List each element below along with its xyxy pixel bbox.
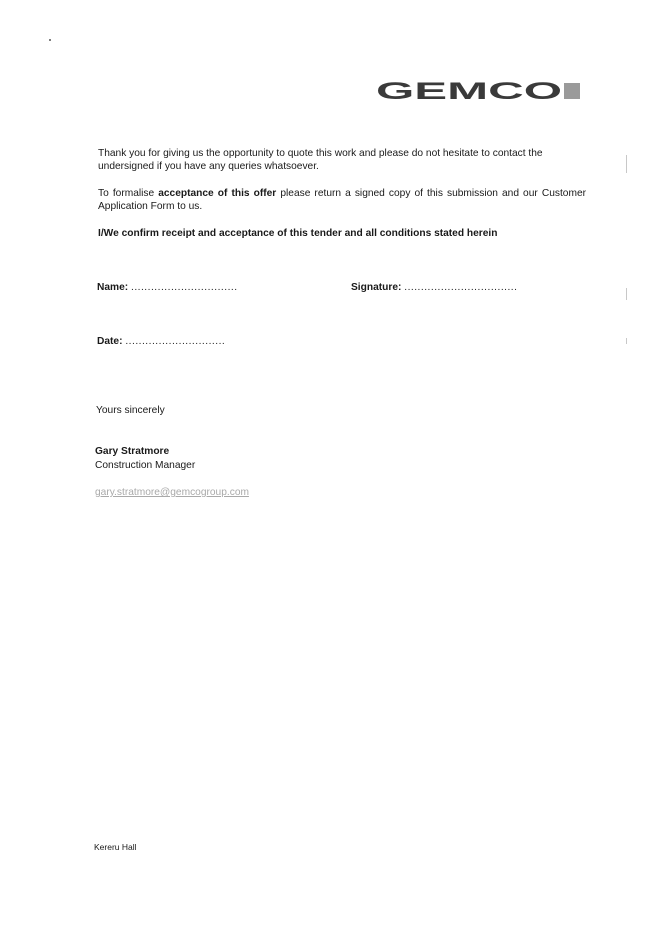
logo-text: GEMCO bbox=[376, 80, 562, 102]
instruction-text-end: please return a signed copy of this submission and our Customer Application Form to us. bbox=[98, 188, 586, 212]
gemco-logo bbox=[376, 80, 580, 102]
signature-field bbox=[351, 282, 517, 293]
signature-blank: .................................. bbox=[404, 282, 518, 293]
instruction-paragraph bbox=[98, 187, 586, 213]
scan-edge-mark bbox=[626, 338, 627, 344]
closing-salutation: Yours sincerely bbox=[96, 405, 165, 416]
name-label: Name: bbox=[97, 282, 129, 293]
signer-name: Gary Stratmore bbox=[95, 446, 170, 457]
date-blank: .............................. bbox=[125, 336, 226, 347]
signature-label: Signature: bbox=[351, 282, 402, 293]
logo-accent-block bbox=[564, 83, 580, 99]
instruction-emphasis: acceptance of this offer bbox=[158, 188, 277, 199]
intro-paragraph: Thank you for giving us the opportunity to quote this work and please do not hesitate to contact the undersigned if you have any queries whatsoever. bbox=[98, 148, 543, 172]
date-field bbox=[97, 336, 225, 347]
scan-edge-mark bbox=[626, 288, 627, 300]
signer-title: Construction Manager bbox=[95, 460, 196, 471]
name-field bbox=[97, 282, 238, 293]
scan-speck bbox=[49, 39, 51, 41]
scan-edge-mark bbox=[626, 155, 627, 173]
acceptance-statement: I/We confirm receipt and acceptance of this tender and all conditions stated herein bbox=[98, 228, 498, 239]
instruction-text-start: To formalise bbox=[98, 188, 159, 199]
date-label: Date: bbox=[97, 336, 123, 347]
signer-email-link[interactable]: gary.stratmore@gemcogroup.com bbox=[95, 487, 249, 498]
name-blank: ................................ bbox=[130, 282, 238, 293]
footer-project-name: Kereru Hall bbox=[94, 842, 137, 852]
